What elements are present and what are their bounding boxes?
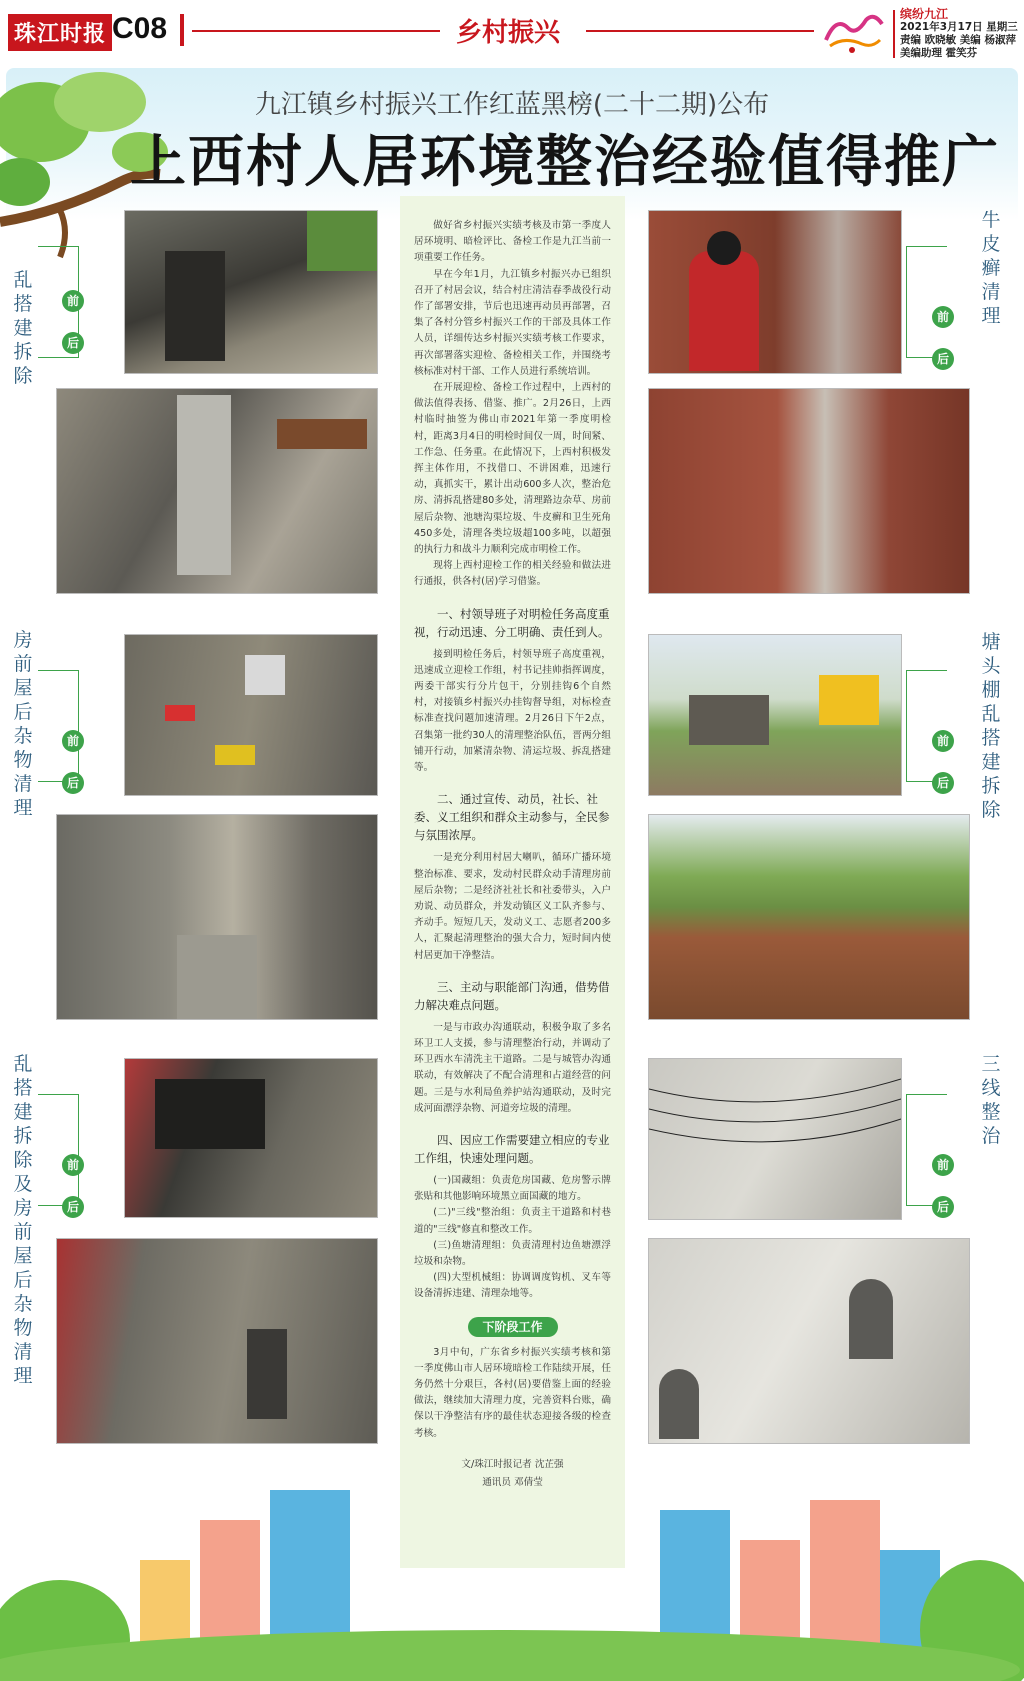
photo-after-1: [56, 388, 378, 594]
photo-after-2: [56, 814, 378, 1020]
column-title: 乡村振兴: [456, 18, 561, 48]
group-label-combined-cleanup: 乱搭建拆除及房前屋后杂物清理: [13, 1053, 33, 1387]
group-label-wire-rectification: 三线整治: [981, 1053, 1001, 1147]
shed-shape: [155, 1079, 265, 1149]
shed-shape: [689, 695, 769, 745]
masthead-divider-2: [893, 10, 895, 58]
roof-tiles-shape: [277, 419, 367, 449]
group-label-poster-removal: 牛皮癣清理: [981, 209, 1001, 327]
photo-before-2: [124, 634, 378, 796]
foliage-shape: [307, 211, 377, 271]
debris-red: [165, 705, 195, 721]
section-heading: 四、因应工作需要建立相应的专业工作组，快速处理问题。: [414, 1132, 610, 1165]
worker-shape: [689, 251, 759, 371]
bracket: [906, 1094, 947, 1206]
masthead-rule-right: [586, 30, 814, 32]
photo-after-3: [56, 1238, 378, 1444]
article-paragraph: 在开展迎检、备检工作过程中，上西村的做法值得表扬、借鉴、推广。2月26日，上西村临时抽签为佛山市2021年第一季度明检村，距离3月4日的明检时间仅一周，时间紧、工作急、任务重。在此情况下，上西村积极发挥主体作用，不找借口、不讲困难，迅速行动，真抓实干，累计出动600多人次，整治危房、清拆乱搭建80多处，清理路边杂草、房前屋后杂物、池塘沟渠垃圾、牛皮癣和卫生死角450多处，清理各类垃圾超100多吨，以超强的执行力和战斗力顺利完成市明检工作。: [414, 382, 611, 556]
article-paragraph: 3月中旬，广东省乡村振兴实绩考核和第一季度佛山市人居环境暗检工作陆续开展，任务仍然十分艰巨，各村(居)要借鉴上面的经验做法，继续加大清理力度，完善资料台账，确保以干净整洁有序的最佳状态迎接各级的检查考核。: [414, 1346, 611, 1439]
photo-after-4: [648, 388, 970, 594]
badge-after: 后: [62, 1196, 84, 1218]
bracket: [38, 1094, 79, 1206]
photo-before-4: [648, 210, 902, 374]
masthead-info: [900, 8, 1018, 60]
section-heading: 三、主动与职能部门沟通，借势借力解决难点问题。: [414, 979, 610, 1012]
group-label-illegal-build-removal: 乱搭建拆除: [13, 269, 33, 387]
article-paragraph: (三)鱼塘清理组：负责清理村边鱼塘漂浮垃圾和杂物。: [414, 1239, 611, 1267]
byline-reporter: 文/珠江时报记者 沈芷强: [461, 1458, 564, 1470]
masthead-divider: [180, 14, 184, 46]
article-paragraph: 现将上西村迎检工作的相关经验和做法进行通报，供各村(居)学习借鉴。: [414, 560, 611, 588]
badge-after: 后: [932, 1196, 954, 1218]
page-number: C08: [112, 12, 168, 45]
bracket: [906, 246, 947, 358]
photo-after-6: [648, 1238, 970, 1444]
section-heading: 二、通过宣传、动员，社长、社委、义工组织和群众主动参与，全民参与氛围浓厚。: [414, 792, 610, 843]
article-paragraph: (二)"三线"整治组：负责主干道路和村巷道的"三线"修直和整改工作。: [414, 1207, 611, 1235]
group-label-shed-removal: 塘头棚乱搭建拆除: [981, 631, 1001, 821]
badge-before: 前: [932, 730, 954, 752]
date-line: 2021年3月17日 星期三: [900, 21, 1018, 33]
badge-before: 前: [932, 1154, 954, 1176]
article-paragraph: 一是充分利用村居大喇叭，循环广播环境整治标准、要求，发动村民群众动手清理房前屋后杂物；二是经济社社长和社委带头，入户劝说、动员群众，并发动镇区义工队齐参与、齐动手。短短几天，发动义工、志愿者200多人，汇聚起清理整治的强大合力，短时间内使村居更加干净整洁。: [414, 852, 611, 961]
editors-line-1: 责编 欧晓敏 美编 杨淑萍: [900, 34, 1016, 46]
brand-script: 缤纷九江: [900, 7, 949, 21]
door-shape: [177, 395, 231, 575]
city-skyline-illustration: [0, 1440, 1024, 1681]
next-steps-label: 下阶段工作: [468, 1317, 558, 1337]
editors-line-2: 美编助理 霍笑芬: [900, 47, 978, 59]
group-label-debris-cleanup: 房前屋后杂物清理: [13, 629, 33, 819]
article-paragraph: (一)国藏组：负责危房国藏、危房警示牌张贴和其他影响环境黑立面国藏的地方。: [414, 1174, 611, 1203]
photo-before-1: [124, 210, 378, 374]
photo-before-3: [124, 1058, 378, 1218]
article-paragraph: 早在今年1月，九江镇乡村振兴办已组织召开了村居会议，结合村庄清洁春季战役行动作了部署安排，节后也迅速再动员再部署，召集了各村分管乡村振兴工作的干部及具体工作人员，详细传达乡村振兴实绩考核工作要求，再次部署落实迎检、备检相关工作，并围绕考核标准对村干部、工作人员进行系统培训。: [414, 268, 611, 377]
badge-before: 前: [62, 730, 84, 752]
debris-yellow: [215, 745, 255, 765]
banner-subtitle: 九江镇乡村振兴工作红蓝黑榜(二十二期)公布: [254, 90, 770, 120]
excavator-shape: [819, 675, 879, 725]
alley-path-shape: [177, 935, 257, 1019]
badge-before: 前: [932, 306, 954, 328]
jiujiang-brand-logo: [822, 10, 886, 56]
article-paragraph: 接到明检任务后，村领导班子高度重视，迅速成立迎检工作组，村书记挂帅指挥调度，两委干部实行分片包干，分别挂钩6个自然村，对接镇乡村振兴办挂钩督导组，对标检查标准查找问题加速清理。2月26日下午2点，召集第一批约30人的清理整治队伍，晋两分组铺开行动，加紧清杂物、清运垃圾、拆乱搭建等。: [414, 648, 611, 774]
badge-after: 后: [932, 348, 954, 370]
article-paragraph: (四)大型机械组：协调调度钩机、叉车等设备清拆违建、清理杂地等。: [414, 1272, 611, 1300]
newspaper-logo: 珠江时报: [8, 14, 112, 51]
badge-after: 后: [62, 332, 84, 354]
article-body: [400, 196, 625, 1568]
badge-after: 后: [62, 772, 84, 794]
banner-headline: 上西村人居环境整治经验值得推广: [130, 129, 1000, 195]
badge-after: 后: [932, 772, 954, 794]
window-arch-shape: [849, 1279, 893, 1359]
photo-after-5: [648, 814, 970, 1020]
door-shape: [247, 1329, 287, 1419]
debris-white: [245, 655, 285, 695]
bracket: [906, 670, 947, 782]
article-paragraph: 一是与市政办沟通联动，积极争取了多名环卫工人支援，参与清理整治行动，并调动了环卫西水车清洗主干道路。二是与城管办沟通联动，有效解决了不配合清理和占道经营的问题。三是与水利局鱼养护站沟通联动，及时完成河面漂浮杂物、河道旁垃圾的清理。: [414, 1021, 611, 1114]
section-heading: 一、村领导班子对明检任务高度重视，行动迅速、分工明确、责任到人。: [414, 606, 610, 639]
badge-before: 前: [62, 290, 84, 312]
badge-before: 前: [62, 1154, 84, 1176]
doorway-shape: [165, 251, 225, 361]
worker-head-shape: [707, 231, 741, 265]
byline-correspondent: 通讯员 邓倩莹: [482, 1476, 543, 1488]
masthead-rule-left: [192, 30, 440, 32]
window-arch-shape: [659, 1369, 699, 1439]
article-paragraph: 做好省乡村振兴实绩考核及市第一季度人居环境明、暗检评比、备检工作是九江当前一项重要工作任务。: [414, 220, 611, 264]
photo-before-6: [648, 1058, 902, 1220]
overhead-wires: [649, 1059, 901, 1219]
photo-before-5: [648, 634, 902, 796]
bracket: [38, 670, 79, 782]
